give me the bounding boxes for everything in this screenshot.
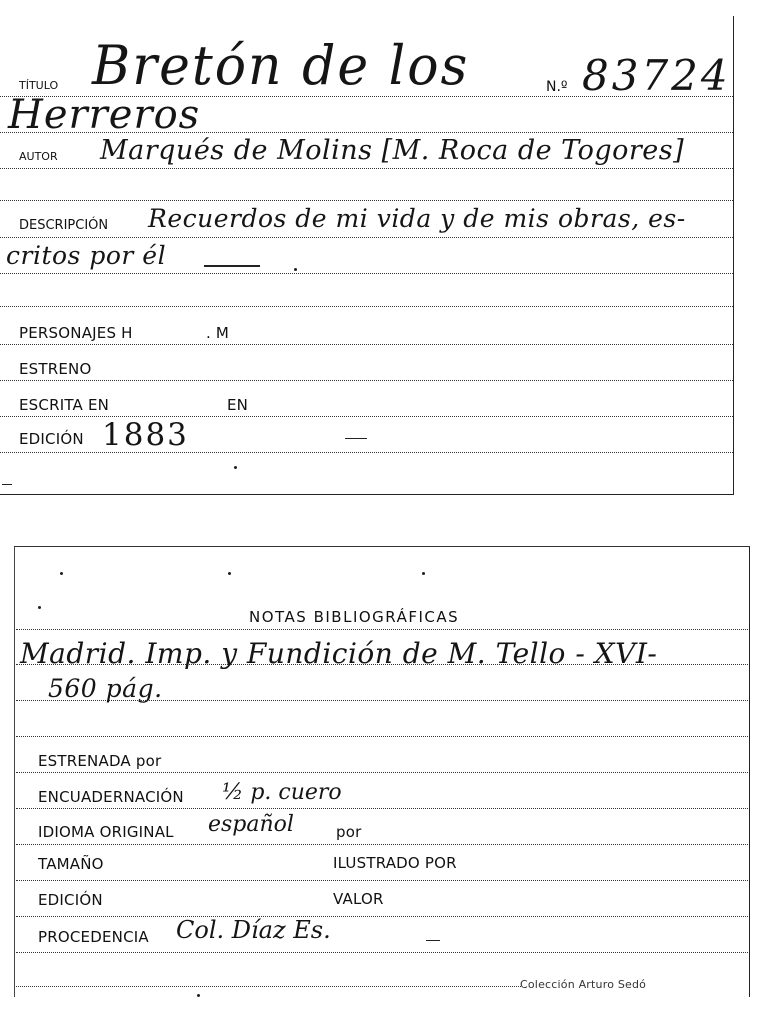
- idioma-label: IDIOMA ORIGINAL: [38, 823, 174, 841]
- procedencia-value: Col. Díaz Es.: [176, 916, 331, 944]
- estreno-label: ESTRENO: [19, 360, 92, 378]
- notas-value-continued: 560 pág.: [48, 674, 163, 703]
- titulo-value-continued: Herreros: [8, 92, 201, 138]
- titulo-value: Bretón de los: [92, 34, 470, 98]
- ink-stroke: [345, 438, 367, 439]
- ink-speck: [422, 572, 425, 575]
- descripcion-label: DESCRIPCIÓN: [19, 218, 109, 233]
- rule: [16, 916, 748, 917]
- encuadernacion-value: ½ p. cuero: [222, 780, 342, 805]
- rule: [16, 808, 748, 809]
- titulo-label: TÍTULO: [19, 79, 59, 92]
- valor-label: VALOR: [333, 890, 384, 908]
- rule: [16, 952, 748, 953]
- ink-stroke: [2, 484, 12, 485]
- rule: [16, 986, 521, 987]
- ink-speck: [294, 268, 297, 271]
- autor-value: Marqués de Molins [M. Roca de Togores]: [100, 135, 685, 166]
- descripcion-value: Recuerdos de mi vida y de mis obras, es-: [148, 204, 686, 233]
- ink-speck: [228, 572, 231, 575]
- rule: [16, 880, 748, 881]
- tamano-label: TAMAÑO: [38, 855, 104, 873]
- edicion-bottom-label: EDICIÓN: [38, 891, 103, 909]
- numero-value: 83724: [582, 51, 731, 100]
- numero-label: N.º: [546, 79, 568, 95]
- rule: [0, 237, 733, 238]
- notas-value: Madrid. Imp. y Fundición de M. Tello - XVI-: [20, 637, 658, 670]
- edicion-label: EDICIÓN: [19, 430, 84, 448]
- ink-speck: [38, 606, 41, 609]
- ink-speck: [234, 466, 237, 469]
- rule: [16, 772, 748, 773]
- rule: [0, 306, 733, 307]
- rule: [0, 168, 733, 169]
- rule: [0, 344, 733, 345]
- collection-footer: Colección Arturo Sedó: [520, 978, 647, 991]
- rule: [16, 629, 748, 630]
- ink-speck: [197, 994, 200, 997]
- escrita-en-label: ESCRITA EN: [19, 396, 110, 414]
- edicion-value: 1883: [102, 417, 189, 453]
- idioma-value: español: [208, 812, 294, 837]
- personajes-label: PERSONAJES H: [19, 324, 133, 342]
- rule: [16, 844, 748, 845]
- autor-label: AUTOR: [19, 150, 58, 163]
- rule: [0, 380, 733, 381]
- escrita-en-second-label: EN: [227, 396, 249, 414]
- estrenada-label: ESTRENADA por: [38, 752, 162, 770]
- notas-heading: NOTAS BIBLIOGRÁFICAS: [249, 608, 460, 626]
- ink-speck: [60, 572, 63, 575]
- rule: [0, 200, 733, 201]
- ilustrado-label: ILUSTRADO POR: [333, 854, 457, 872]
- ink-stroke: [426, 940, 440, 941]
- idioma-por-label: por: [336, 823, 362, 841]
- descripcion-value-continued: critos por él: [6, 241, 167, 270]
- personajes-m-label: . M: [206, 324, 230, 342]
- encuadernacion-label: ENCUADERNACIÓN: [38, 788, 184, 806]
- rule: [16, 736, 748, 737]
- descripcion-dash: [204, 265, 260, 267]
- procedencia-label: PROCEDENCIA: [38, 928, 149, 946]
- rule: [0, 273, 733, 274]
